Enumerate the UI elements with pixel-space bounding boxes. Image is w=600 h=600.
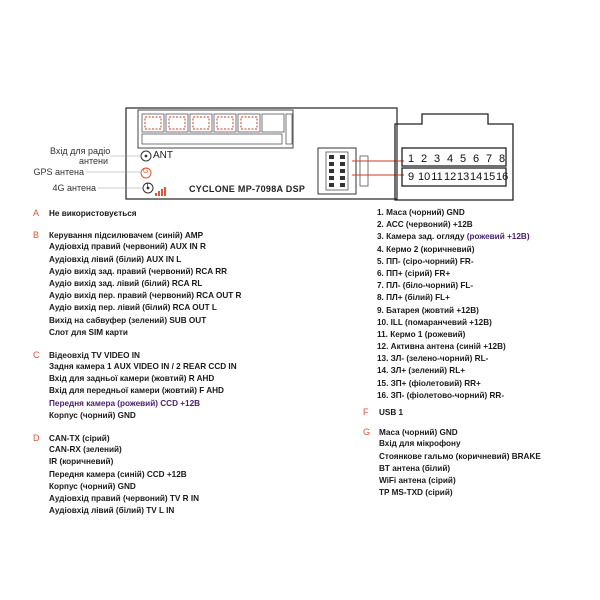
pin-item: 2. АСС (червоний) +12В [377, 220, 473, 230]
legend-item: Аудіовхід правий (червоний) TV R IN [49, 493, 200, 503]
head-unit-diagram [0, 0, 600, 210]
legend-item: BT антена (білий) [379, 463, 451, 473]
pin-row-top [405, 153, 508, 165]
pin-number: 3 [433, 153, 441, 165]
legend-item: Аудіо вихід пер. лівий (білий) RCA OUT L [49, 303, 217, 313]
pin-item: 8. ПЛ+ (білий) FL+ [377, 293, 450, 303]
pin-number: 11 [431, 171, 443, 183]
pin-item: 15. ЗП+ (фіолетовий) RR+ [377, 378, 481, 388]
pin-item: 12. Активна антена (синій +12В) [377, 342, 506, 352]
legend-item: Не використовується [49, 209, 137, 218]
pin-number: 1 [407, 153, 415, 165]
pin-number: 16 [496, 171, 509, 183]
section-g [363, 426, 541, 499]
legend-item: IR (коричневий) [49, 457, 114, 467]
legend-item: CAN-RX (зелений) [49, 445, 122, 455]
pin-item: 1. Маса (чорний) GND [377, 208, 465, 217]
section-letter: A [33, 208, 40, 218]
section-b [33, 229, 241, 339]
signal-bars-icon [155, 183, 167, 201]
pin-item: 10. ILL (помаранчевий +12В) [377, 317, 492, 327]
section-c [33, 349, 241, 422]
section-f [363, 406, 541, 418]
legend-item: Аудіовхід правий (червоний) AUX IN R [49, 242, 206, 252]
legend-item: Аудіовхід лівий (білий) AUX IN L [49, 254, 182, 264]
pin-item: 7. ПЛ- (біло-чорний) FL- [377, 281, 474, 291]
section-letter: D [33, 433, 40, 443]
ant-tag: ANT [153, 150, 173, 161]
pin-number: 13 [457, 171, 470, 183]
gps-tag: G [143, 168, 149, 175]
legend-item: Керування підсилювачем (синій) AMP [49, 231, 204, 241]
legend-item: CAN-TX (сірий) [49, 434, 110, 443]
pin-number: 2 [420, 153, 428, 165]
section-a [33, 207, 241, 219]
pin-item: 6. ПП+ (сірий) FR+ [377, 268, 451, 278]
pin-item: 9. Батарея (жовтий +12В) [377, 305, 479, 315]
left-legend [33, 207, 241, 517]
section-letter: F [363, 407, 369, 417]
pin-number: 7 [485, 153, 493, 165]
section-letter: G [363, 427, 371, 438]
pin-item: 11. Кермо 1 (рожевий) [377, 329, 466, 339]
gps-antenna-label: GPS антена [33, 167, 84, 177]
legend-item: Відеовхід TV VIDEO IN [49, 350, 140, 360]
legend-item-accent: Передня камера (рожевий) CCD +12В [49, 398, 201, 408]
pin-row-bottom [405, 171, 508, 183]
legend-item: Задня камера 1 AUX VIDEO IN / 2 REAR CCD IN [49, 362, 237, 372]
section-letter: B [33, 230, 40, 241]
pin-number: 4 [446, 153, 454, 165]
legend-item: Вхід для задньої камери (жовтий) R AHD [49, 374, 215, 384]
legend-item: Вхід для передньої камери (жовтий) F AHD [49, 386, 224, 396]
pin-number: 15 [483, 171, 496, 183]
legend-item: Слот для SIM карти [49, 327, 128, 337]
pin-number: 14 [470, 171, 483, 183]
section-letter: C [33, 349, 40, 360]
4g-tag: T [145, 183, 150, 190]
pin-number: 8 [498, 153, 506, 165]
pin-number: 9 [407, 171, 415, 183]
legend-item: Аудіовхід лівий (білий) TV L IN [49, 506, 175, 516]
pin-item: 16. ЗП- (фіолетово-чорний) RR- [377, 390, 505, 400]
legend-item: Аудіо вихід зад. правий (червоний) RCA RR [49, 266, 228, 276]
pin-item: 4. Кермо 2 (коричневий) [377, 244, 475, 254]
pin-item: 13. ЗЛ- (зелено-чорний) RL- [377, 354, 489, 364]
pin-number: 10 [418, 171, 431, 183]
model-name: CYCLONE MP-7098A DSP [189, 184, 306, 194]
pin-item: 14. ЗЛ+ (зелений) RL+ [377, 366, 465, 376]
legend-item: Вихід на сабвуфер (зелений) SUB OUT [49, 315, 207, 325]
4g-antenna-label: 4G антена [52, 183, 96, 193]
legend-item: WiFi антена (сірий) [379, 475, 456, 485]
pin-number: 6 [472, 153, 480, 165]
legend-item: Аудіо вихід зад. лівий (білий) RCA RL [49, 278, 203, 288]
top-connector-block [138, 110, 293, 148]
head-unit-drawing [0, 0, 600, 210]
legend-item: Корпус (чорний) GND [49, 481, 136, 491]
right-legend [363, 406, 541, 499]
legend-item: Передня камера (синій) CCD +12В [49, 469, 187, 479]
pin-number: 12 [444, 171, 457, 183]
pin-item: 3. Камера зад. огляду (рожевий +12В) [377, 232, 530, 242]
section-d [33, 432, 241, 517]
pin-item: 5. ПП- (сіро-чорний) FR- [377, 256, 474, 266]
legend-item: TP MS-TXD (сірий) [379, 488, 453, 498]
legend-item: USB 1 [379, 408, 404, 417]
pin-number: 5 [459, 153, 467, 165]
legend-item: Аудіо вихід пер. правий (червоний) RCA OUT R [49, 291, 242, 301]
legend-item: Корпус (чорний) GND [49, 410, 136, 420]
legend-item: Вхід для мікрофону [379, 439, 461, 449]
legend-item: Маса (чорний) GND [379, 428, 458, 438]
pin-legend [377, 207, 530, 402]
radio-antenna-label: Вхід для радіо антени [50, 146, 111, 166]
legend-item: Стоянкове гальмо (коричневий) BRAKE [379, 451, 541, 461]
